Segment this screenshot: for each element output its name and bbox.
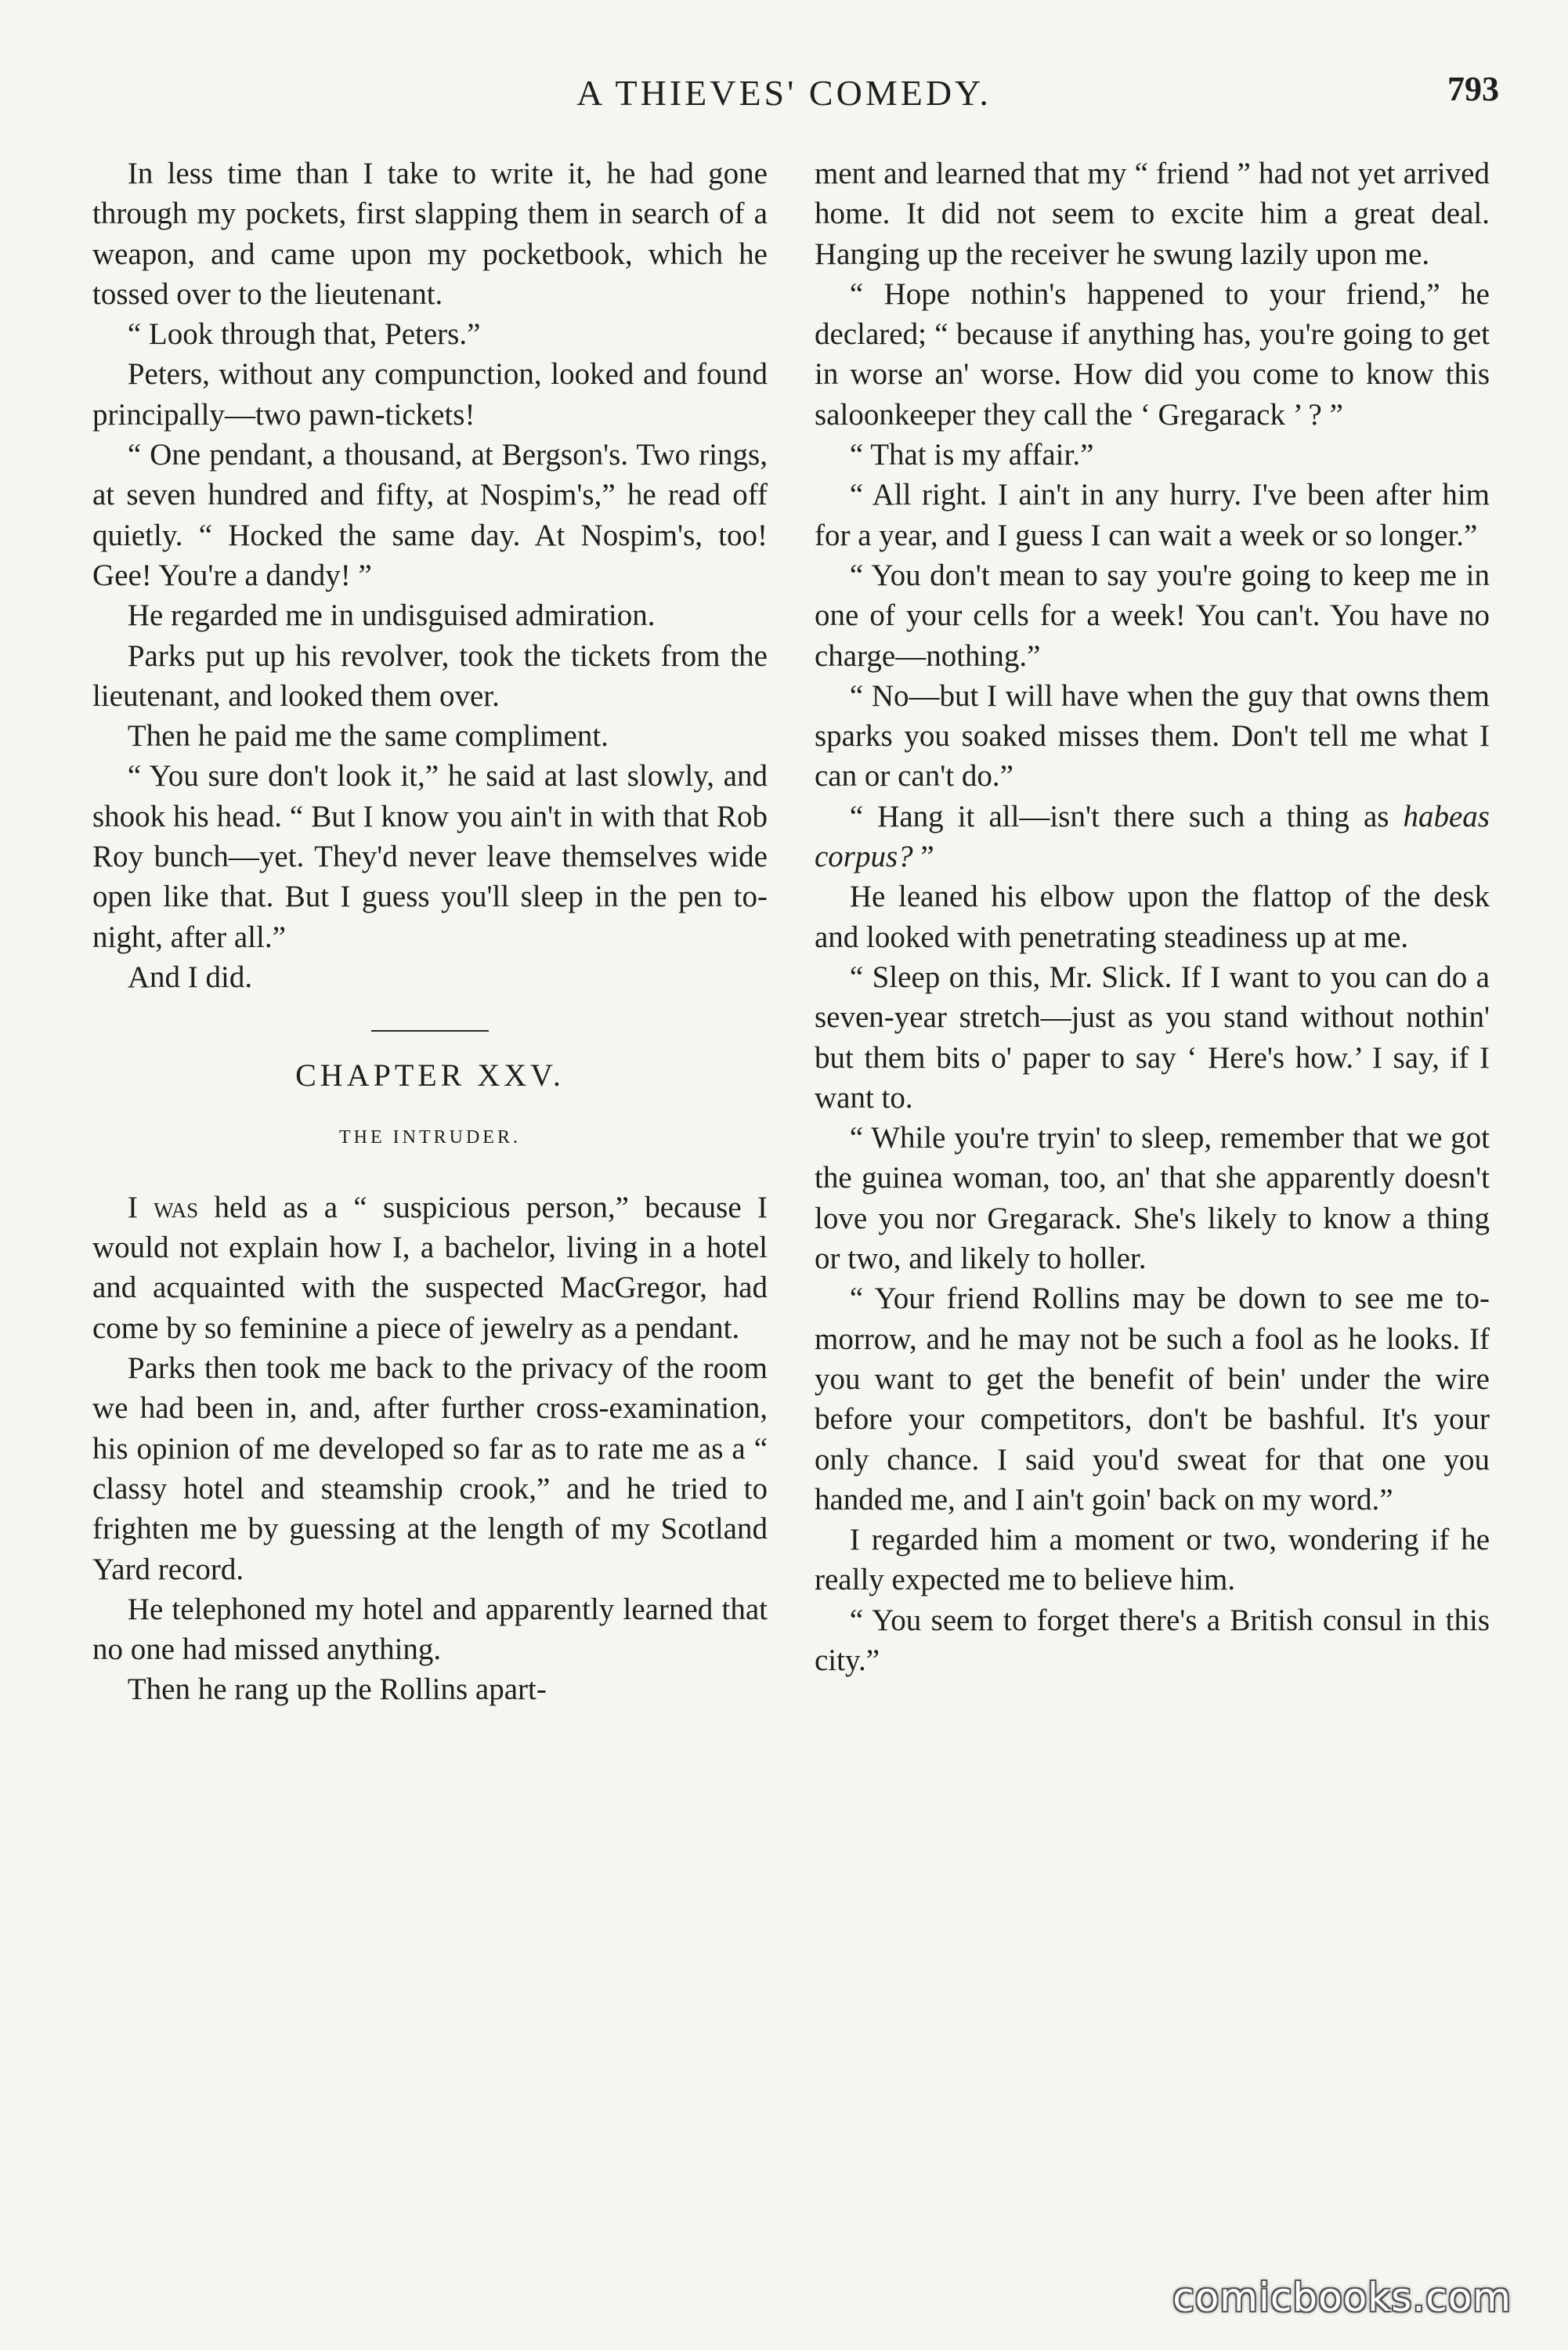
paragraph: “ You don't mean to say you're going to keep me in one of your cells for a week! You can't. You have no charge—nothing.” xyxy=(815,558,1490,673)
left-column xyxy=(92,154,768,1710)
chapter-opening-initial: I was xyxy=(127,1190,199,1224)
paragraph: “ That is my affair.” xyxy=(849,438,1094,472)
paragraph: “ No—but I will have when the guy that owns them sparks you soaked misses them. Don't tell me what I can or can't do.” xyxy=(815,678,1490,794)
paragraph: He telephoned my hotel and apparently learned that no one had missed anything. xyxy=(92,1592,768,1667)
continued-paragraph: ment and learned that my “ friend ” had not yet arrived home. It did not seem to excite him a great deal. Hanging up the receiver he swung lazily upon me. xyxy=(815,157,1490,271)
paragraph: “ All right. I ain't in any hurry. I've been after him for a year, and I guess I can wait a week or so longer.” xyxy=(815,478,1490,552)
paragraph: “ You seem to forget there's a British consul in this city.” xyxy=(815,1603,1490,1677)
chapter-heading: CHAPTER XXV. xyxy=(295,1058,565,1094)
watermark-logo: comicbooks.com xyxy=(1172,2275,1512,2320)
habeas-italic: habeas corpus? xyxy=(815,799,1490,874)
habeas-text-before: “ Hang it all—isn't there such a thing as xyxy=(849,799,1404,833)
habeas-paragraph xyxy=(815,797,1490,877)
paragraph: “ One pendant, a thousand, at Bergson's. Two rings, at seven hundred and fifty, at Nospim's,” he read off quietly. “ Hocked the same day. At Nospim's, too! Gee! You're a dandy! ” xyxy=(92,438,768,592)
chapter-opening-paragraph xyxy=(92,1188,768,1348)
running-title: A THIEVES' COMEDY. xyxy=(576,73,992,113)
chapter-opening-text: held as a “ suspicious person,” because I would not explain how I, a bachelor, living in a hotel and acquainted with the suspected MacGregor, had come by so feminine a piece of jewelry as a pendant. xyxy=(92,1190,768,1345)
paragraph: “ Sleep on this, Mr. Slick. If I want to you can do a seven-year stretch—just as you stand without nothin' but them bits o' paper to say ‘ Here's how.’ I say, if I want to. xyxy=(815,960,1490,1115)
paragraph: In less time than I take to write it, he had gone through my pockets, first slapping them in search of a weapon, and came upon my pocketbook, which he tossed over to the lieutenant. xyxy=(92,157,768,311)
chapter-subtitle: THE INTRUDER. xyxy=(339,1126,521,1148)
paragraph: Then he rang up the Rollins apart- xyxy=(127,1672,547,1707)
right-column xyxy=(815,154,1490,1680)
paragraph: “ Your friend Rollins may be down to see me to-morrow, and he may not be such a fool as he looks. If you want to get the benefit of bein' under the wire before your competitors, don't be bashful. It's your only chance. I said you'd sweat for that one you handed me, and I ain't goin' back on my word.” xyxy=(815,1282,1490,1517)
paragraph: Peters, without any compunction, looked and found principally—two pawn-tickets! xyxy=(92,357,768,432)
paragraph: Then he paid me the same compliment. xyxy=(127,719,609,754)
habeas-text-after: ” xyxy=(912,840,934,874)
paragraph: “ While you're tryin' to sleep, remember that we got the guinea woman, too, an' that she apparently doesn't love you nor Gregarack. She's likely to know a thing or two, and likely to holler. xyxy=(815,1121,1490,1276)
paragraph: He leaned his elbow upon the flattop of the desk and looked with penetrating steadiness up at me. xyxy=(815,880,1490,954)
paragraph: “ You sure don't look it,” he said at last slowly, and shook his head. “ But I know you ain't in with that Rob Roy bunch—yet. They'd never leave themselves wide open like that. But I guess you'll sleep in the pen to-night, after all.” xyxy=(92,759,768,954)
paragraph: Parks then took me back to the privacy of the room we had been in, and, after further cross-examination, his opinion of me developed so far as to rate me as a “ classy hotel and steamship crook,” and he tried to frighten me by guessing at the length of my Scotland Yard record. xyxy=(92,1351,768,1586)
paragraph: And I did. xyxy=(127,960,253,994)
paragraph: I regarded him a moment or two, wondering if he really expected me to believe him. xyxy=(815,1523,1490,1597)
paragraph: “ Look through that, Peters.” xyxy=(127,317,481,352)
page-number: 793 xyxy=(1447,70,1499,108)
chapter-divider-rule xyxy=(371,1030,489,1032)
paragraph: “ Hope nothin's happened to your friend,” he declared; “ because if anything has, you're going to get in worse an' worse. How did you come to know this saloonkeeper they call the ‘ Gregarack ’ ? ” xyxy=(815,277,1490,432)
paragraph: Parks put up his revolver, took the tickets from the lieutenant, and looked them over. xyxy=(92,638,768,713)
paragraph: He regarded me in undisguised admiration. xyxy=(127,598,656,633)
